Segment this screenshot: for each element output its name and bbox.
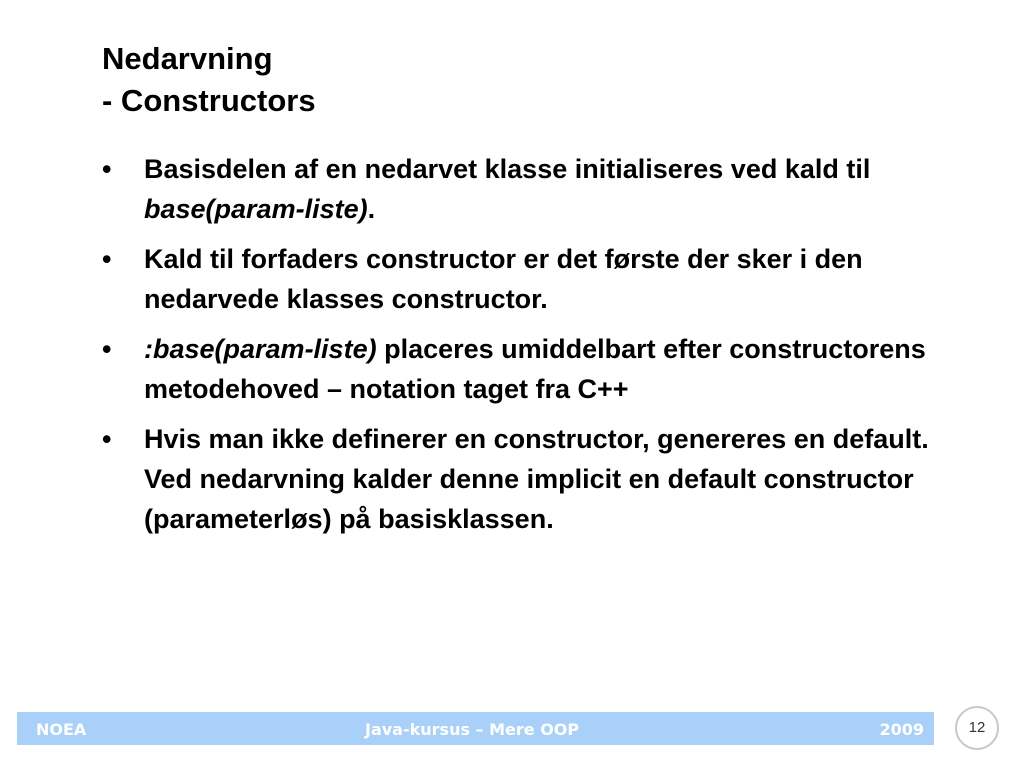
bullet-marker: • — [102, 424, 112, 454]
bullet-text-end: placeres umiddelbart efter constructorens metodehoved – notation taget fra C++ — [144, 334, 926, 404]
footer-bar — [17, 712, 934, 745]
bullet-text: Hvis man ikke definerer en constructor, genereres en default. Ved nedarvning kalder denne implicit en default constructor (parameterløs) på basisklassen. — [144, 424, 929, 534]
footer-organization: NOEA — [36, 720, 87, 739]
title-line-1: Nedarvning — [102, 41, 273, 76]
bullet-code-text: base(param-liste) — [144, 194, 368, 224]
bullet-text-end: . — [367, 194, 376, 224]
bullet-text: Basisdelen af en nedarvet klasse initialiseres ved kald til — [144, 154, 871, 184]
bullet-item — [100, 329, 980, 409]
footer-year: 2009 — [879, 720, 924, 739]
bullet-item — [100, 419, 980, 539]
bullet-marker: • — [102, 244, 112, 274]
footer-course-title: Java-kursus – Mere OOP — [365, 720, 580, 739]
bullet-list — [100, 149, 980, 549]
bullet-item — [100, 239, 980, 319]
bullet-item — [100, 149, 980, 229]
page-number-badge: 12 — [955, 706, 999, 750]
bullet-text: Kald til forfaders constructor er det første der sker i den nedarvede klasses constructor. — [144, 244, 863, 314]
slide-title — [102, 38, 316, 122]
bullet-marker: • — [102, 154, 112, 184]
bullet-marker: • — [102, 334, 112, 364]
bullet-code-text: :base(param-liste) — [144, 334, 377, 364]
title-line-2: - Constructors — [102, 83, 316, 118]
